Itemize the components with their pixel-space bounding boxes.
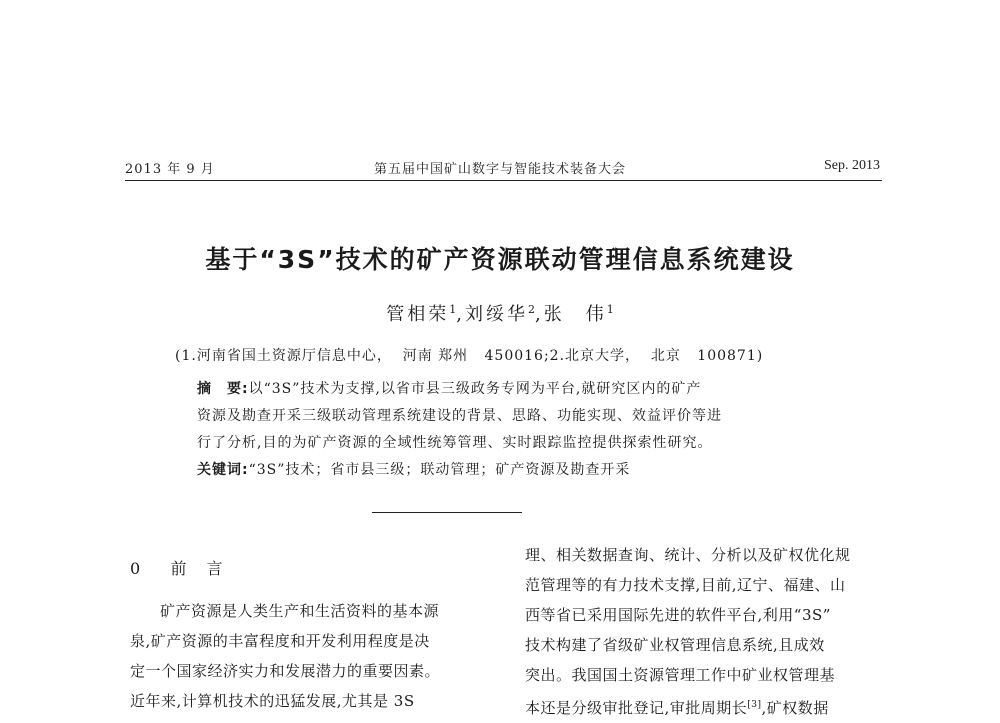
body-line: 定一个国家经济实力和发展潜力的重要因素。 <box>130 662 441 680</box>
section-number: 0 <box>130 559 143 578</box>
section-title: 前 言 <box>170 559 225 578</box>
header-date-cn: 2013 年 9 月 <box>125 162 215 177</box>
body-line: 泉,矿产资源的丰富程度和开发利用程度是决 <box>130 632 430 650</box>
body-line: 西等省已采用国际先进的软件平台,利用“3S” <box>525 606 831 624</box>
abstract-label: 摘 要: <box>197 381 249 397</box>
body-line: 技术构建了省级矿业权管理信息系统,且成效 <box>525 636 825 654</box>
citation-ref: [3] <box>747 700 762 710</box>
abstract-line: 摘 要:以“3S”技术为支撑,以省市县三级政务专网为平台,就研究区内的矿产 <box>197 381 702 397</box>
right-column <box>525 540 885 723</box>
abstract-block <box>197 376 809 484</box>
author-name: 管相荣 <box>386 304 450 325</box>
keywords-label: 关键词: <box>197 462 249 478</box>
body-line: 本还是分级审批登记,审批周期长[3],矿权数据 <box>525 699 829 717</box>
author-affil-mark: 1 <box>449 303 457 316</box>
affiliation: (1.河南省国土资源厅信息中心， 河南 郑州 450016;2.北京大学， 北京 100871) <box>175 348 764 364</box>
body-line: 理、相关数据查询、统计、分析以及矿权优化规 <box>525 546 851 564</box>
author-affil-mark: 2 <box>528 303 535 316</box>
author-name: 刘绥华 <box>465 304 528 325</box>
abstract-line: 行了分析,目的为矿产资源的全域性统筹管理、实时跟踪监控提供探索性研究。 <box>197 435 713 451</box>
section-heading <box>130 556 225 579</box>
keywords-text: “3S”技术；省市县三级；联动管理；矿产资源及勘查开采 <box>248 462 631 478</box>
body-line: 突出。我国国土资源管理工作中矿业权管理基 <box>525 666 836 684</box>
abstract-separator <box>372 512 522 513</box>
keywords-line <box>197 457 809 484</box>
header-rule <box>125 180 882 181</box>
body-line: 范管理等的有力技术支撑,目前,辽宁、福建、山 <box>525 576 846 594</box>
author-list: 管相荣$^1$,刘绥华$^2$,张 伟$^1$ <box>386 303 614 325</box>
paper-title: 基于“3S”技术的矿产资源联动管理信息系统建设 <box>205 245 795 274</box>
left-column <box>130 596 490 716</box>
author-affil-mark: 1 <box>606 303 614 316</box>
header-conference: 第五届中国矿山数字与智能技术装备大会 <box>373 162 626 177</box>
body-line: 矿产资源是人类生产和生活资料的基本源 <box>160 602 440 620</box>
body-line: 近年来,计算机技术的迅猛发展,尤其是 3S <box>130 692 415 710</box>
author-name: 张 伟 <box>543 304 607 325</box>
abstract-line: 资源及勘查开采三级联动管理系统建设的背景、思路、功能实现、效益评价等进 <box>197 408 722 424</box>
header-date-en: Sep. 2013 <box>824 158 880 173</box>
